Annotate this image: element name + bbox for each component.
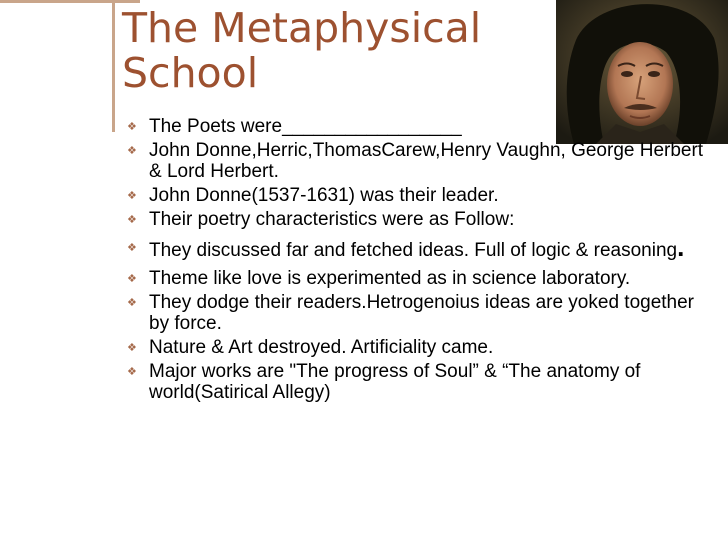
list-item-period: . (677, 232, 685, 262)
bullet-icon: ❖ (127, 121, 137, 133)
slide-title: The Metaphysical School (122, 4, 482, 97)
bullet-icon: ❖ (127, 242, 137, 254)
list-item (125, 292, 715, 334)
list-item (125, 268, 715, 289)
bullet-icon: ❖ (127, 342, 137, 354)
list-item (125, 233, 715, 265)
decorative-bracket-top (0, 0, 140, 3)
list-item-text: John Donne(1537-1631) was their leader. (149, 185, 499, 206)
list-item-text: The Poets were_________________ (149, 116, 462, 137)
list-item-text: They dodge their readers.Hetrogenoius ideas are yoked together by force. (149, 292, 695, 334)
bullet-icon: ❖ (127, 297, 137, 309)
list-item (125, 209, 715, 230)
bullet-icon: ❖ (127, 145, 137, 157)
bullet-icon: ❖ (127, 273, 137, 285)
list-item (125, 361, 715, 403)
bullet-list (125, 116, 715, 406)
list-item-text: Nature & Art destroyed. Artificiality came. (149, 337, 494, 358)
list-item (125, 116, 715, 137)
list-item-text: Their poetry characteristics were as Follow: (149, 209, 515, 230)
list-item-text: John Donne,Herric,ThomasCarew,Henry Vaughn, George Herbert & Lord Herbert. (149, 140, 704, 182)
list-item-text: They discussed far and fetched ideas. Full of logic & reasoning (149, 240, 678, 261)
decorative-bracket-left (112, 0, 115, 132)
list-item-text: Major works are "The progress of Soul” & “The anatomy of world(Satirical Allegy) (149, 361, 641, 403)
bullet-icon: ❖ (127, 366, 137, 378)
bullet-icon: ❖ (127, 190, 137, 202)
list-item-text: Theme like love is experimented as in science laboratory. (149, 268, 631, 289)
list-item (125, 337, 715, 358)
list-item (125, 140, 715, 182)
list-item (125, 185, 715, 206)
bullet-icon: ❖ (127, 214, 137, 226)
